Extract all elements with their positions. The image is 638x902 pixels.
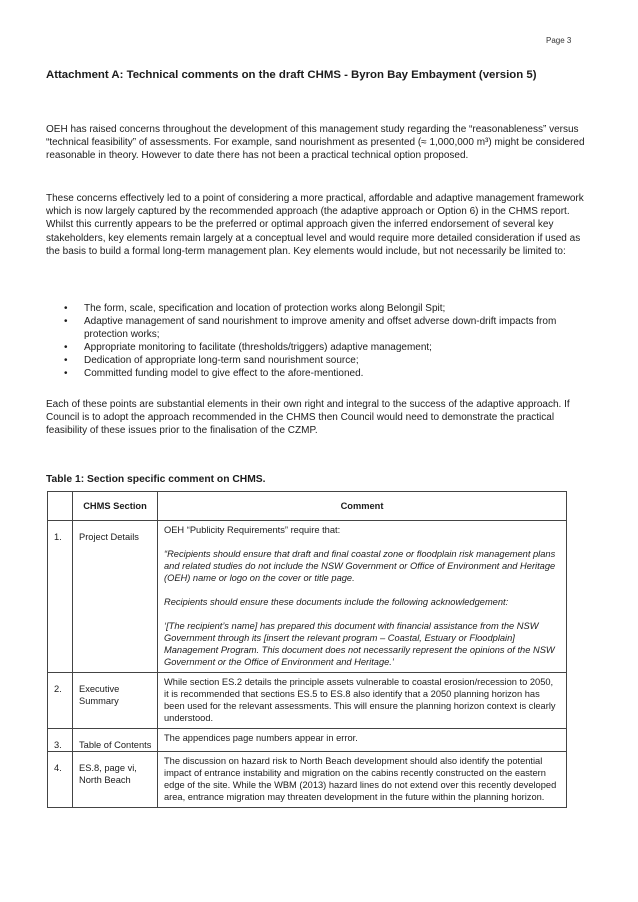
table-row (48, 521, 567, 673)
comment-quote: ‘[The recipient’s name] has prepared this document with financial assistance from the NSW Government through its [insert the relevant program – Coastal, Estuary or Floodplain] Management Program. This document does not necessarily represent the opinions of the NSW Government or the Office of Environment and Heritage.’ (164, 621, 555, 667)
row-number: 2. (54, 684, 62, 694)
page-number: Page 3 (546, 36, 572, 45)
table-row (48, 729, 567, 752)
list-item: • Dedication of appropriate long-term sand nourishment source; (64, 354, 584, 367)
comments-table (47, 491, 567, 808)
header-section-label: CHMS Section (83, 501, 147, 511)
row-comment (158, 521, 566, 672)
intro-paragraph: OEH has raised concerns throughout the development of this management study regarding the “reasonableness” versus “technical feasibility” of assessments. For example, sand nourishment as presented (≈ 1,000,000 m³) might be considered reasonable in theory. However to date there has not been a practical technical option proposed. (46, 124, 585, 162)
list-item: • Appropriate monitoring to facilitate (thresholds/triggers) adaptive management; (64, 341, 584, 354)
list-item: • Adaptive management of sand nourishment to improve amenity and offset adverse down-drift impacts from protection works; (64, 315, 584, 341)
list-item: • Committed funding model to give effect to the afore-mentioned. (64, 367, 584, 380)
row-comment: The discussion on hazard risk to North Beach development should also identify the potential impact of entrance instability and migration on the cabins recently constructed on the eastern edge of the site. While the WBM (2013) hazard lines do not extend over this recently developed area, entrance migration may threaten development in the future within the planning horizon. (164, 756, 557, 802)
conclusion-paragraph: Each of these points are substantial elements in their own right and integral to the success of the adaptive approach. If Council is to adopt the approach recommended in the CHMS then Council would need to demonstrate the practical feasibility of these issues prior to the finalisation of the CZMP. (46, 399, 570, 437)
comment-quote: “Recipients should ensure that draft and final coastal zone or floodplain risk management plans and related studies do not include the NSW Government or Office of Environment and Heritage (OEH) name or logo on the cover or title page. (164, 549, 556, 583)
key-elements-list (64, 302, 584, 381)
row-comment: While section ES.2 details the principle assets vulnerable to coastal erosion/recession to 2050, it is recommended that sections ES.5 to ES.8 also identify that a 2050 planning horizon has been used for the relevant assessments. This will ensure the planning horizon context is clearly understood. (164, 677, 556, 723)
row-section: Table of Contents (79, 740, 152, 750)
header-comment-label: Comment (340, 501, 384, 511)
row-comment: The appendices page numbers appear in error. (164, 733, 358, 743)
table-title: Table 1: Section specific comment on CHMS. (46, 474, 266, 485)
attachment-heading: Attachment A: Technical comments on the draft CHMS - Byron Bay Embayment (version 5) (46, 69, 537, 81)
row-section: ES.8, page vi, North Beach (79, 763, 137, 785)
table-header-row (48, 492, 567, 521)
row-number: 1. (54, 532, 62, 542)
header-number (48, 492, 73, 521)
row-section: Project Details (79, 532, 139, 542)
row-section: Executive Summary (79, 684, 120, 706)
header-section (73, 492, 158, 521)
table-row (48, 673, 567, 729)
comment-quote: Recipients should ensure these documents include the following acknowledgement: (164, 597, 509, 607)
row-number: 3. (54, 740, 62, 750)
concerns-paragraph: These concerns effectively led to a point of considering a more practical, affordable and adaptive management framework which is now largely captured by the recommended approach (the adaptive approach or Option 6) in the CHMS report. Whilst this currently appears to be the preferred or optimal approach given the inferred endorsement of several key stakeholders, key elements remain largely at a conceptual level and would require more detailed consideration if used as the basis to build a formal long-term management plan. Key elements would include, but not necessarily be limited to: (46, 193, 584, 257)
header-comment (158, 492, 567, 521)
comment-intro: OEH “Publicity Requirements” require that: (164, 525, 341, 535)
row-number: 4. (54, 763, 62, 773)
table-row (48, 752, 567, 808)
list-item: • The form, scale, specification and location of protection works along Belongil Spit; (64, 302, 584, 315)
